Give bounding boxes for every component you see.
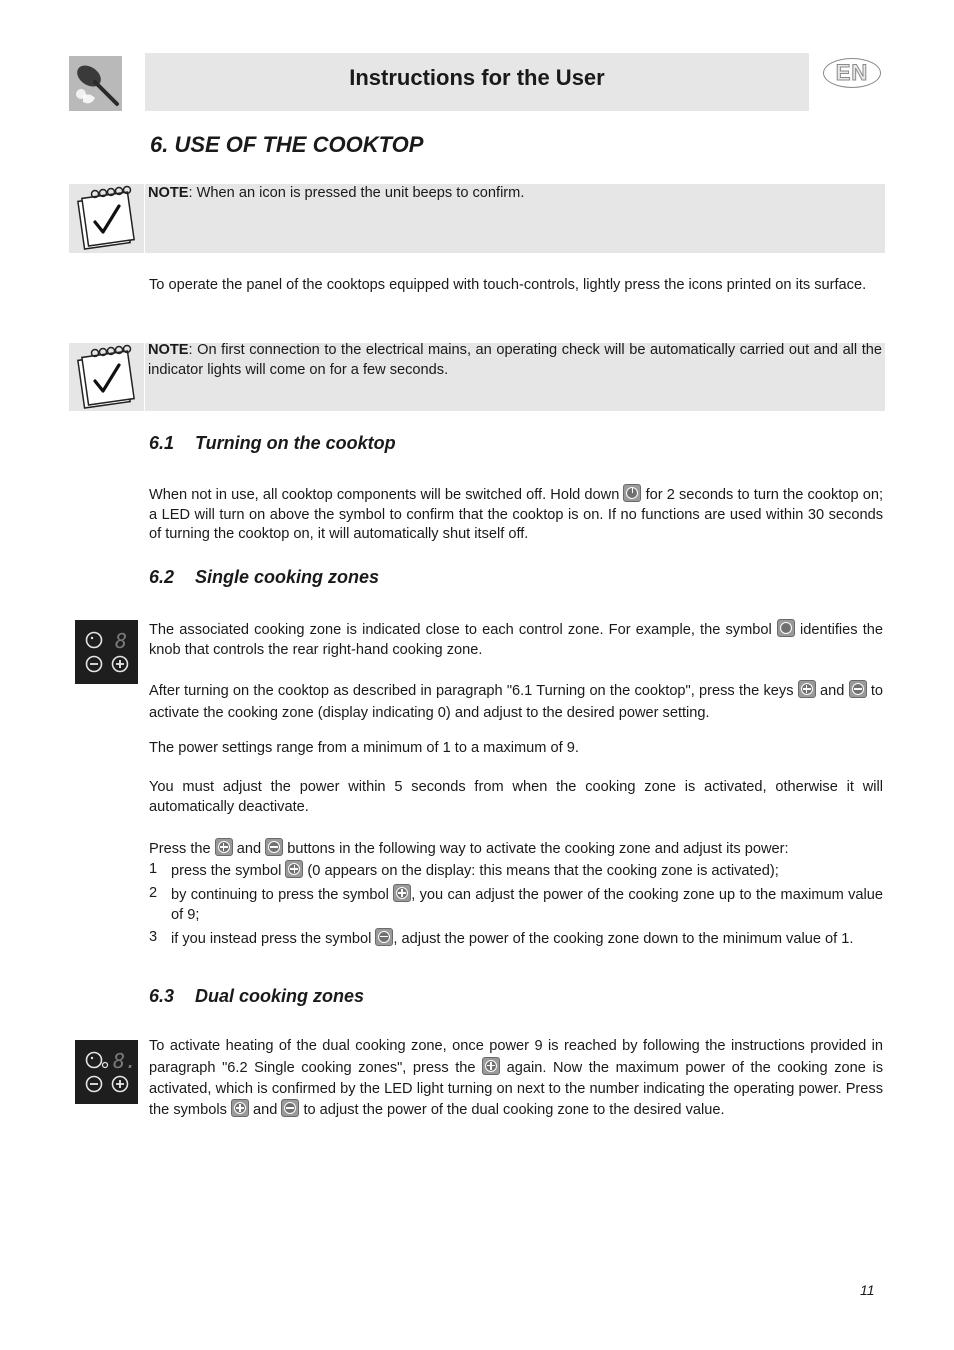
list-item [149, 928, 883, 950]
plus-icon [231, 1099, 249, 1117]
subsection-title: Dual cooking zones [195, 986, 365, 1006]
text-run: , adjust the power of the cooking zone down to the minimum value of 1. [393, 930, 854, 947]
text-run: After turning on the cooktop as described in paragraph "6.1 Turning on the cooktop", press the keys [149, 683, 798, 699]
plus-icon [285, 860, 303, 878]
minus-icon [375, 928, 393, 946]
list-item-number: 3 [149, 928, 158, 945]
text-run: by continuing to press the symbol [171, 887, 394, 903]
text-run: press the symbol [171, 863, 286, 879]
plus-icon [482, 1057, 500, 1075]
text-run: To activate heating of the dual cooking zone, once power 9 is reached by following the instructions provided in paragraph "6.2 Single cooking zones", press the [149, 1038, 883, 1076]
text-run: Press the [149, 841, 215, 857]
subsection-number: 6.2 [149, 567, 175, 587]
plus-icon [393, 884, 411, 902]
subsection-6-1-text [149, 484, 883, 545]
text-run: identifies the knob that controls the rear right-hand cooking zone. [149, 622, 883, 658]
subsection-6-1-heading [149, 433, 396, 454]
list-item-text [171, 884, 883, 925]
subsection-title: Turning on the cooktop [195, 433, 396, 453]
subsection-6-2-paragraph-5 [149, 838, 883, 860]
note-icon-cell [69, 343, 145, 411]
text-run: to adjust the power of the dual cooking zone to the desired value. [299, 1102, 725, 1119]
text-run: The associated cooking zone is indicated close to each control zone. For example, the symbol [149, 622, 777, 638]
text-run: When not in use, all cooktop components will be switched off. Hold down [149, 487, 624, 503]
language-badge: EN [823, 58, 881, 88]
brand-logo [69, 56, 122, 111]
minus-icon [265, 838, 283, 856]
text-run: , you can adjust the power of the cooking zone up to the maximum value of 9; [171, 887, 883, 923]
note-1-body: : When an icon is pressed the unit beeps to confirm. [188, 185, 525, 201]
list-item [149, 884, 883, 925]
note-2-text [148, 341, 882, 380]
notepad-check-icon [69, 184, 144, 253]
minus-icon [849, 680, 867, 698]
panel-digit: 8 [115, 629, 128, 653]
note-2-label: NOTE [148, 342, 189, 358]
text-run: and [248, 1102, 282, 1119]
text-run: again. Now the maximum power of the cooking zone is activated, which is confirmed by the LED light turning on next to the number indicating the operating power. Press the symbols [149, 1059, 883, 1119]
note-icon-cell [69, 184, 145, 253]
steps-list [149, 860, 883, 952]
list-item-text [171, 928, 883, 950]
text-run: and [232, 841, 266, 857]
note-box-1 [69, 184, 885, 253]
page-number: 11 [860, 1282, 875, 1298]
dual-zone-panel-graphic [75, 1040, 138, 1104]
header-title: Instructions for the User [349, 65, 605, 90]
text-run: to activate the cooking zone (display indicating 0) and adjust to the desired power setting. [149, 683, 883, 721]
panel-digit: 8. [113, 1049, 138, 1073]
note-1-label: NOTE [148, 185, 189, 201]
list-item-number: 2 [149, 885, 158, 901]
plus-icon [215, 838, 233, 856]
subsection-6-2-paragraph-4: You must adjust the power within 5 seconds from when the cooking zone is activated, otherwise it will automatically deactivate. [149, 779, 883, 815]
subsection-number: 6.3 [149, 986, 175, 1006]
text-run: for 2 seconds to turn the cooktop on; a LED will turn on above the symbol to confirm that the cooktop is on. If no functions are used within 30 seconds of turning the cooktop on, it will automatically shut itself off. [149, 487, 883, 542]
plus-icon [798, 680, 816, 698]
list-item-number: 1 [149, 861, 158, 877]
note-box-2 [69, 343, 885, 411]
chef-spoon-icon [69, 56, 122, 111]
subsection-6-2-paragraph-2 [149, 680, 883, 724]
subsection-6-2-paragraph-3: The power settings range from a minimum of 1 to a maximum of 9. [149, 740, 579, 756]
minus-icon [281, 1099, 299, 1117]
subsection-title: Single cooking zones [195, 567, 380, 587]
text-run: if you instead press the symbol [171, 930, 376, 947]
text-run: and [815, 683, 849, 699]
note-1-text [148, 184, 882, 204]
notepad-check-icon [69, 343, 144, 411]
subsection-6-2-heading [149, 567, 379, 588]
list-item-text [171, 860, 883, 882]
zone-indicator-icon [777, 619, 795, 637]
power-icon [623, 484, 641, 502]
subsection-number: 6.1 [149, 433, 175, 453]
section-title: 6. USE OF THE COOKTOP [150, 132, 424, 157]
text-run: (0 appears on the display: this means that the cooking zone is activated); [303, 863, 779, 879]
list-item [149, 860, 883, 882]
single-zone-panel-graphic [75, 620, 138, 684]
note-2-body: : On first connection to the electrical mains, an operating check will be automatically carried out and all the indicator lights will come on for a few seconds. [148, 342, 882, 378]
subsection-6-2-paragraph-1 [149, 619, 883, 660]
intro-paragraph: To operate the panel of the cooktops equipped with touch-controls, lightly press the icons printed on its surface. [149, 277, 867, 293]
single-zone-control-panel [75, 620, 138, 684]
subsection-6-3-paragraph [149, 1036, 883, 1121]
dual-zone-control-panel [75, 1040, 138, 1104]
subsection-6-3-heading [149, 986, 364, 1007]
text-run: buttons in the following way to activate the cooking zone and adjust its power: [283, 841, 789, 857]
